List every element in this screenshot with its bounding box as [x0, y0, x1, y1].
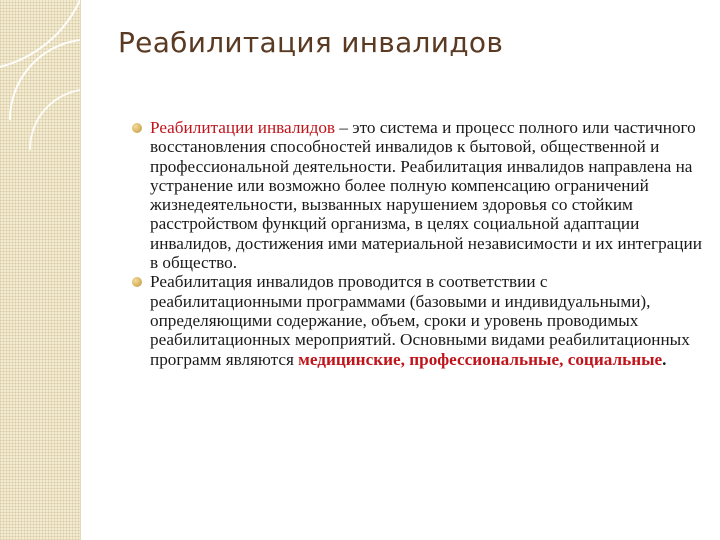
bullet-item [132, 118, 702, 272]
bullet-dot-icon [132, 123, 142, 133]
program-types-highlight: медицинские, профессиональные, [298, 349, 564, 369]
bullet-text: – это система и процесс полного или частичного восстановления способностей инвалидов к бытовой, общественной и профессиональной деятельности. Реабилитация инвалидов направлена на устранение или возможно более полную компенсацию ограничений жизнедеятельности, вызванных нарушением здоровья со стойким расстройством функций организма, в целях социальной адаптации инвалидов, достижения ими материальной независимости и их интеграции в общество. [150, 118, 702, 273]
term-highlight: Реабилитации инвалидов [150, 118, 336, 137]
bullet-end: . [662, 349, 667, 369]
bullet-item [132, 272, 702, 368]
bullet-list [132, 118, 702, 369]
decorative-side-strip [0, 0, 81, 540]
bullet-dot-icon [132, 277, 142, 287]
program-types-highlight-2: социальные [563, 349, 663, 369]
bullet-text: Реабилитация инвалидов проводится в соответствии с реабилитационными программами (базовыми и индивидуальными), определяющими содержание, объем, сроки и уровень проводимых реабилитационных мероприятий. Основными видами реабилитационных программ являются [150, 272, 690, 369]
slide-title: Реабилитация инвалидов [118, 26, 504, 59]
decorative-arcs [0, 0, 80, 540]
